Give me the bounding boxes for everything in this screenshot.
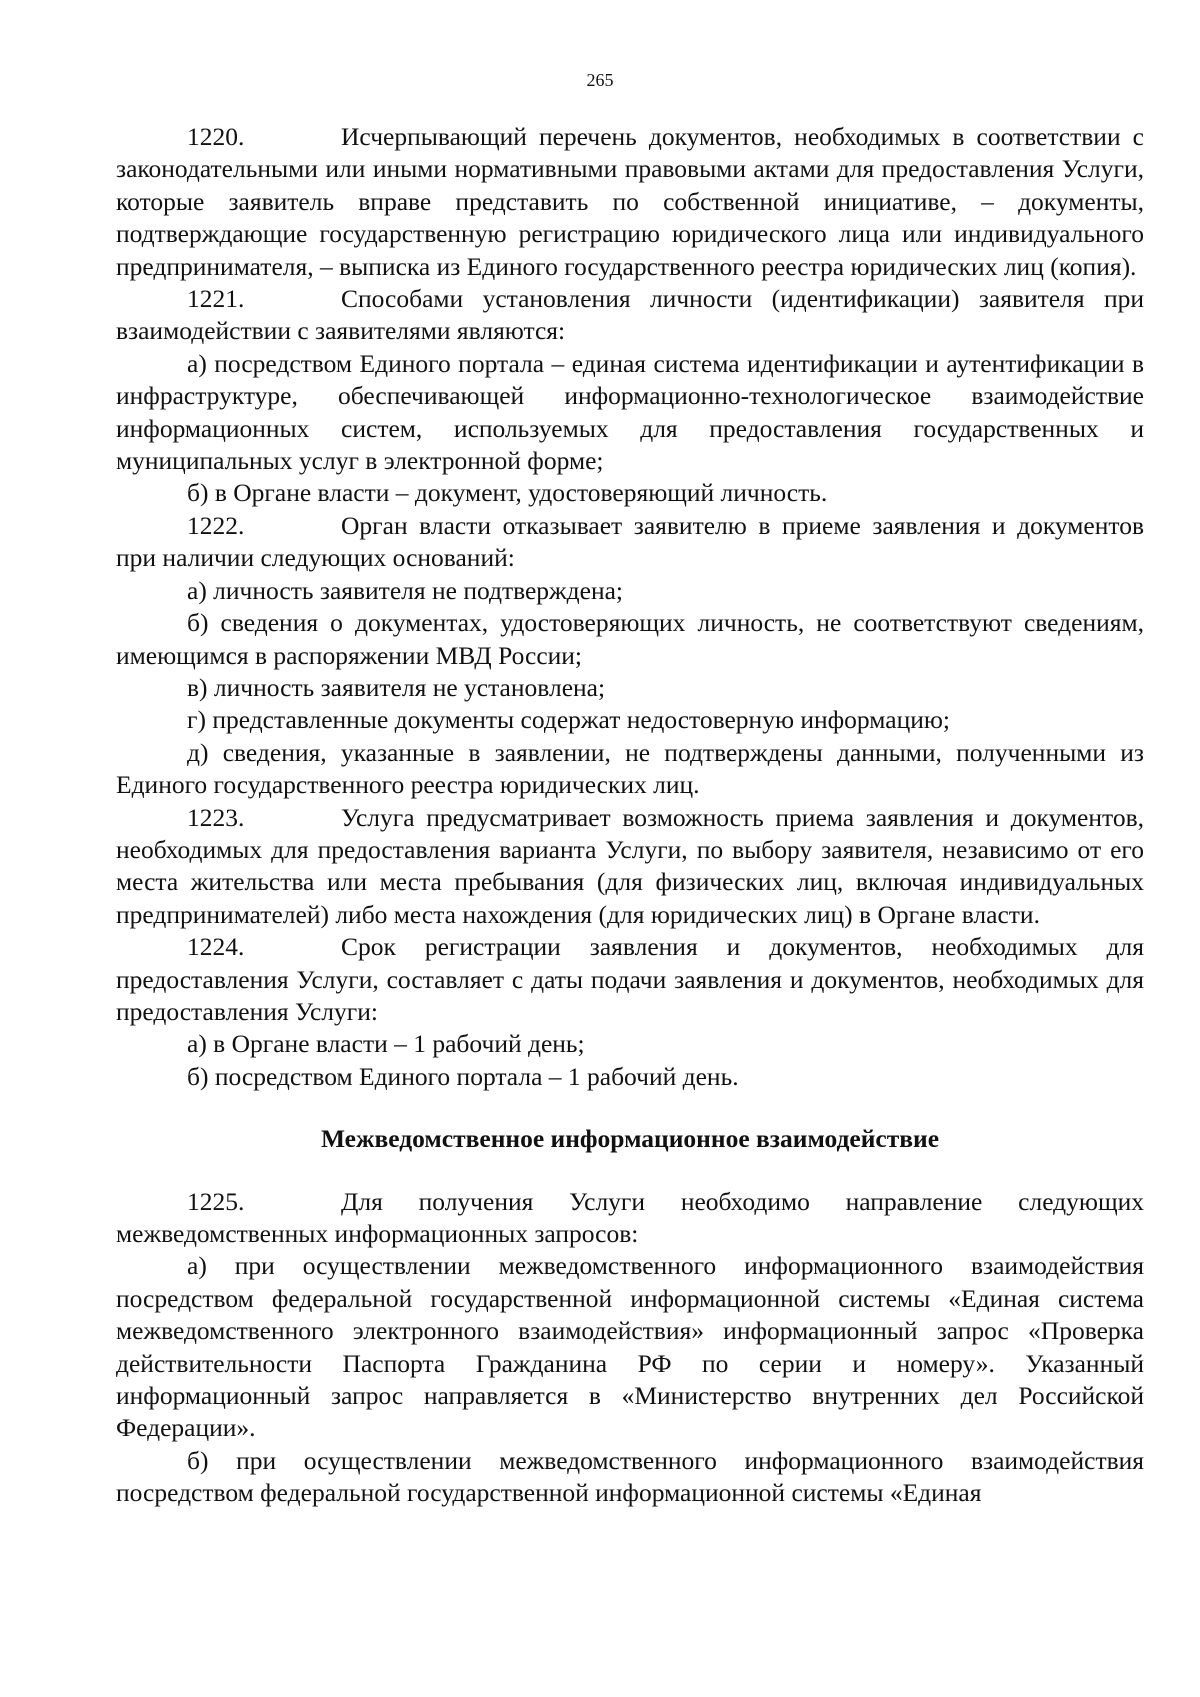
clause-text: Услуга предусматривает возможность приема заявления и документов, необходимых для предоставления варианта Услуги, по выбору заявителя, независимо от его места жительства или места пребывания (для физических лиц, включая индивидуальных предпринимателей) либо места нахождения (для юридических лиц) в Органе власти. (116, 802, 1144, 929)
paragraph-1225 (116, 1186, 1144, 1251)
clause-number: 1221. (187, 284, 245, 314)
subparagraph-1222-d: д) сведения, указанные в заявлении, не подтверждены данными, полученными из Единого государственного реестра юридических лиц. (116, 737, 1144, 800)
paragraph-1223 (116, 802, 1144, 932)
subparagraph-1222-b: б) сведения о документах, удостоверяющих личность, не соответствуют сведениям, имеющимся в распоряжении МВД России; (116, 608, 1144, 670)
clause-number: 1223. (187, 802, 245, 832)
clause-number: 1220. (187, 122, 245, 151)
subparagraph-1221-a: а) посредством Единого портала – единая система идентификации и аутентификации в инфраструктуре, обеспечивающей информационно-технологическое взаимодействие информационных систем, используемых для предоставления государственных и муниципальных услуг в электронной форме; (116, 348, 1144, 476)
clause-text: Способами установления личности (идентификации) заявителя при взаимодействии с заявителями являются: (116, 284, 1144, 346)
clause-text: Для получения Услуги необходимо направление следующих межведомственных информационных запросов: (116, 1186, 1144, 1248)
subparagraph-1225-b: б) при осуществлении межведомственного информационного взаимодействия посредством федеральной государственной информационной системы «Единая (116, 1445, 1144, 1508)
document-body (116, 121, 1144, 1510)
subparagraph-1222-v: в) личность заявителя не установлена; (187, 672, 606, 702)
page-number: 265 (586, 70, 614, 90)
paragraph-1220 (116, 121, 1144, 283)
clause-text: Срок регистрации заявления и документов, необходимых для предоставления Услуги, составляет с даты подачи заявления и документов, необходимых для предоставления Услуги: (116, 932, 1144, 1026)
paragraph-1224 (116, 931, 1144, 1028)
subparagraph-1224-a: а) в Органе власти – 1 рабочий день; (187, 1029, 585, 1059)
clause-number: 1225. (187, 1186, 245, 1216)
paragraph-1221 (116, 283, 1144, 348)
clause-text: Исчерпывающий перечень документов, необходимых в соответствии с законодательными или иными нормативными правовыми актами для предоставления Услуги, которые заявитель вправе представить по собственной инициативе, – документы, подтверждающие государственную регистрацию юридического лица или индивидуального предпринимателя, – выписка из Единого государственного реестра юридических лиц (копия). (116, 122, 1144, 281)
subparagraph-1225-a: а) при осуществлении межведомственного информационного взаимодействия посредством федеральной государственной информационной системы «Единая система межведомственного электронного взаимодействия» информационный запрос «Проверка действительности Паспорта Гражданина РФ по серии и номеру». Указанный информационный запрос направляется в «Министерство внутренних дел Российской Федерации». (116, 1251, 1144, 1443)
section-heading: Межведомственное информационное взаимодействие (320, 1124, 940, 1154)
clause-number: 1222. (187, 510, 245, 540)
clause-text: Орган власти отказывает заявителю в приеме заявления и документов при наличии следующих оснований: (116, 510, 1144, 573)
clause-number: 1224. (187, 932, 245, 962)
paragraph-1222 (116, 510, 1144, 575)
subparagraph-1221-b: б) в Органе власти – документ, удостоверяющий личность. (187, 478, 828, 508)
subparagraph-1222-a: а) личность заявителя не подтверждена; (187, 575, 624, 605)
subparagraph-1222-g: г) представленные документы содержат недостоверную информацию; (187, 705, 951, 735)
subparagraph-1224-b: б) посредством Единого портала – 1 рабочий день. (187, 1061, 739, 1091)
